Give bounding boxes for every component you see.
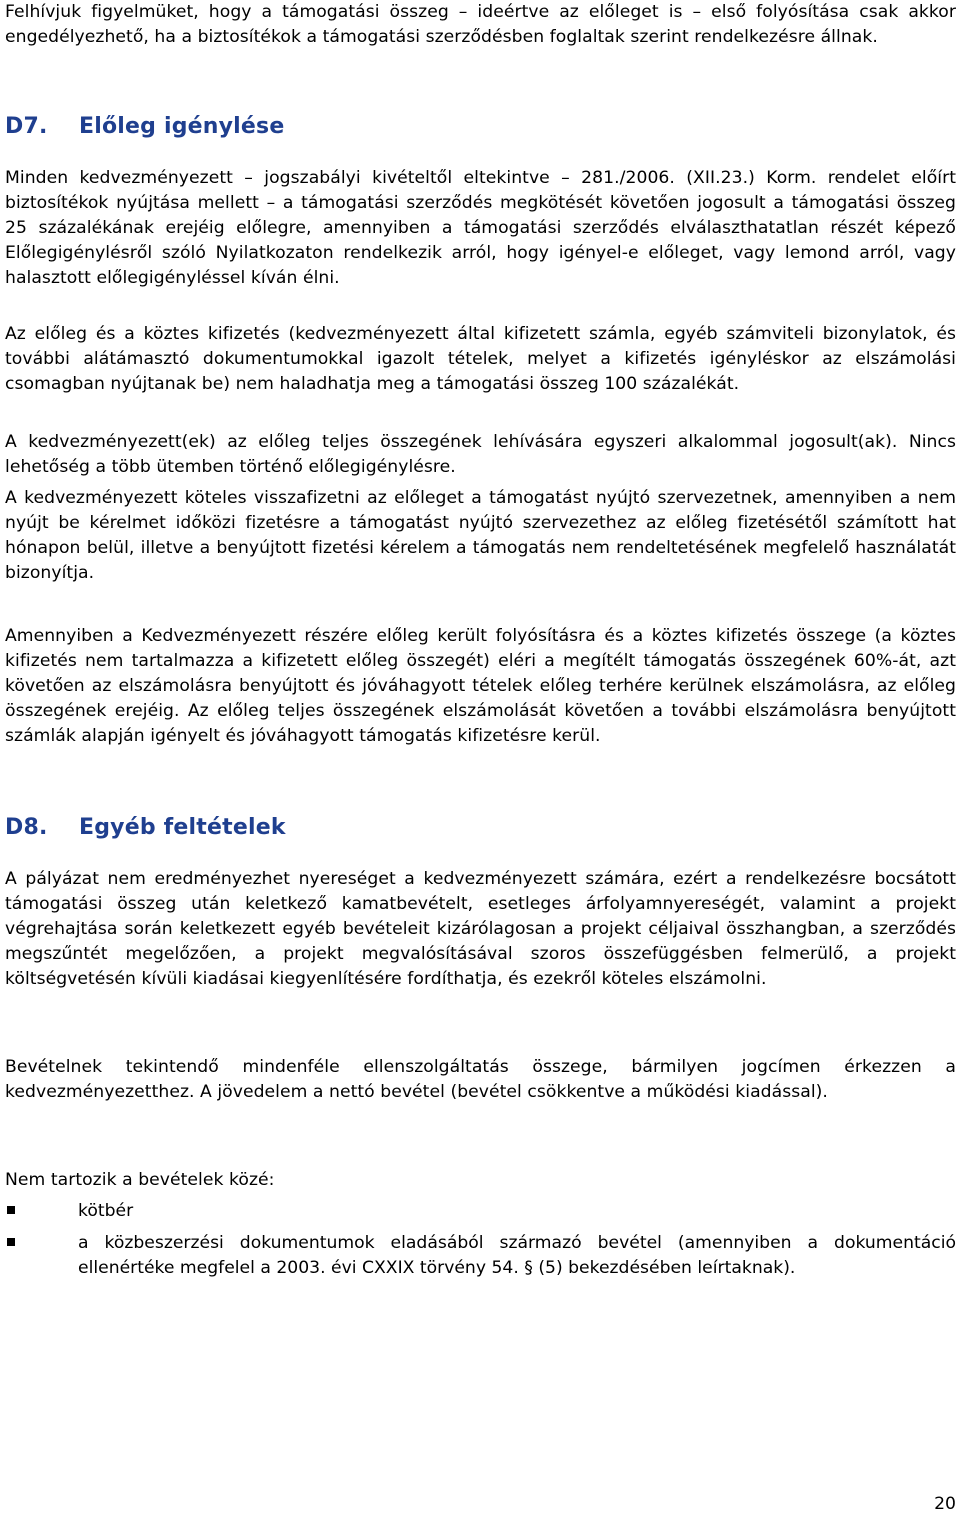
section-heading-d8 xyxy=(5,814,286,842)
paragraph: A kedvezményezett(ek) az előleg teljes összegének lehívására egyszeri alkalommal jogosult(ak). Nincs lehetőség a több ütemben történő előlegigénylésre. xyxy=(5,432,956,477)
section-heading-d7 xyxy=(5,113,284,141)
bullet-list xyxy=(5,1199,956,1288)
paragraph: A pályázat nem eredményezhet nyereséget a kedvezményezett számára, ezért a rendelkezésre bocsátott támogatási összeg után keletkező kamatbevételt, esetleges árfolyamnyereségét, valamint a projekt végrehajtása során keletkezett egyéb bevételeit kizárólagosan a projekt céljaival összhangban, a szerződés megszűntét megelőzően, a projekt megvalósításával szoros összefüggésben felmerülő, a projekt költségvetésén kívüli kiadásai kiegyenlítésére fordíthatja, és ezekről köteles elszámolni. xyxy=(5,869,956,989)
paragraph: Amennyiben a Kedvezményezett részére előleg került folyósításra és a köztes kifizetés összege (a köztes kifizetés nem tartalmazza a kifizetett előleg összegét) eléri a megítélt támogatás összegének 60%-át, azt követően az elszámolásra benyújtott és jóváhagyott tételek előleg terhére kerülnek elszámolásra, az előleg összegének erejéig. Az előleg teljes összegének elszámolását követően a további elszámolásra benyújtott számlák alapján igényelt és jóváhagyott támogatás kifizetésre kerül. xyxy=(5,626,956,746)
paragraph: Bevételnek tekintendő mindenféle ellenszolgáltatás összege, bármilyen jogcímen érkezzen a kedvezményezetthez. A jövedelem a nettó bevétel (bevétel csökkentve a működési kiadással). xyxy=(5,1057,956,1102)
paragraph: A kedvezményezett köteles visszafizetni az előleget a támogatást nyújtó szervezetnek, amennyiben a nem nyújt be kérelmet időközi fizetésre a támogatást nyújtó szervezethez az előleg fizetésétől számított hat hónapon belül, illetve a benyújtott fizetési kérelem a támogatás nem rendeltetésének megfelelő használatát bizonyítja. xyxy=(5,488,956,583)
paragraph: Nem tartozik a bevételek közé: xyxy=(5,1170,275,1190)
section-number: D8. xyxy=(5,815,48,840)
section-number: D7. xyxy=(5,114,48,139)
list-item-text: a közbeszerzési dokumentumok eladásából származó bevétel (amennyiben a dokumentáció ellenértéke megfelel a 2003. évi CXXIX törvény 54. § (5) bekezdésében leírtaknak). xyxy=(78,1232,956,1278)
list-item-text: kötbér xyxy=(78,1201,134,1221)
square-bullet-icon xyxy=(7,1206,15,1214)
list-item xyxy=(5,1199,956,1224)
paragraph: Minden kedvezményezett – jogszabályi kivételtől eltekintve – 281./2006. (XII.23.) Korm. rendelet előírt biztosítékok nyújtása mellett – a támogatási szerződés megkötését követően jogosult a támogatási összeg 25 százalékának erejéig előlegre, amennyiben a támogatási szerződés elválaszthatatlan részét képező Előlegigénylésről szóló Nyilatkozaton rendelkezik arról, hogy igényel-e előleget, vagy lemond arról, vagy halasztott előlegigényléssel kíván élni. xyxy=(5,168,956,288)
section-title: Egyéb feltételek xyxy=(79,815,286,840)
section-title: Előleg igénylése xyxy=(79,114,285,139)
intro-paragraph: Felhívjuk figyelmüket, hogy a támogatási összeg – ideértve az előleget is – első folyósítása csak akkor engedélyezhető, ha a biztosítékok a támogatási szerződésben foglaltak szerint rendelkezésre állnak. xyxy=(5,2,956,47)
square-bullet-icon xyxy=(7,1238,15,1246)
list-item xyxy=(5,1231,956,1281)
paragraph: Az előleg és a köztes kifizetés (kedvezményezett által kifizetett számla, egyéb számviteli bizonylatok, és további alátámasztó dokumentumokkal igazolt tételek, melyet a kifizetés igényléskor az elszámolási csomagban nyújtanak be) nem haladhatja meg a támogatási összeg 100 százalékát. xyxy=(5,324,956,394)
page-number: 20 xyxy=(934,1494,956,1514)
